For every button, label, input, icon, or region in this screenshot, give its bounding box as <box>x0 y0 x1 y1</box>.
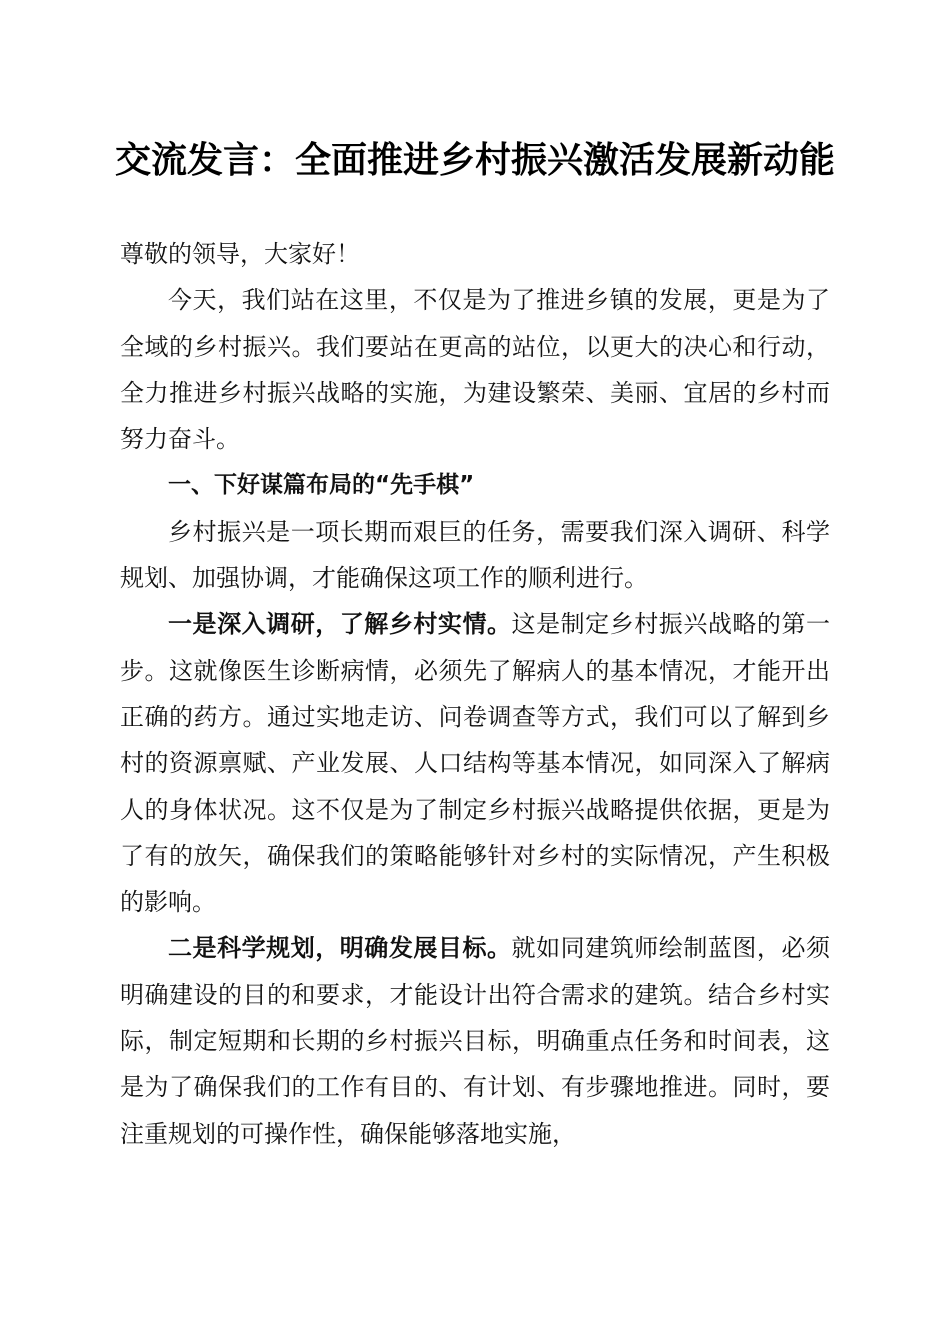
point-one-text: 这是制定乡村振兴战略的第一步。这就像医生诊断病情，必须先了解病人的基本情况，才能开出正确的药方。通过实地走访、问卷调查等方式，我们可以了解到乡村的资源禀赋、产业发展、人口结构等基本情况，如同深入了解病人的身体状况。这不仅是为了制定乡村振兴战略提供依据，更是为了有的放矢，确保我们的策略能够针对乡村的实际情况，产生积极的影响。 <box>120 610 831 917</box>
intro-paragraph: 今天，我们站在这里，不仅是为了推进乡镇的发展，更是为了全域的乡村振兴。我们要站在更高的站位，以更大的决心和行动，全力推进乡村振兴战略的实施，为建设繁荣、美丽、宜居的乡村而努力奋斗。 <box>120 286 830 454</box>
point-two-lead: 二是科学规划，明确发展目标。 <box>168 933 512 963</box>
salutation: 尊敬的领导，大家好！ <box>120 240 360 268</box>
point-one-lead: 一是深入调研，了解乡村实情。 <box>168 609 512 639</box>
section-intro-paragraph: 乡村振兴是一项长期而艰巨的任务，需要我们深入调研、科学规划、加强协调，才能确保这项工作的顺利进行。 <box>120 517 830 593</box>
document-body <box>120 231 830 1157</box>
point-two-text: 就如同建筑师绘制蓝图，必须明确建设的目的和要求，才能设计出符合需求的建筑。结合乡村实际，制定短期和长期的乡村振兴目标，明确重点任务和时间表，这是为了确保我们的工作有目的、有计划、有步骤地推进。同时，要注重规划的可操作性，确保能够落地实施， <box>120 934 831 1148</box>
section-heading: 一、下好谋篇布局的“先手棋” <box>168 472 475 499</box>
document-title: 交流发言：全面推进乡村振兴激活发展新动能 <box>114 139 835 181</box>
point-two-paragraph <box>120 925 830 1156</box>
point-one-paragraph <box>120 601 830 925</box>
